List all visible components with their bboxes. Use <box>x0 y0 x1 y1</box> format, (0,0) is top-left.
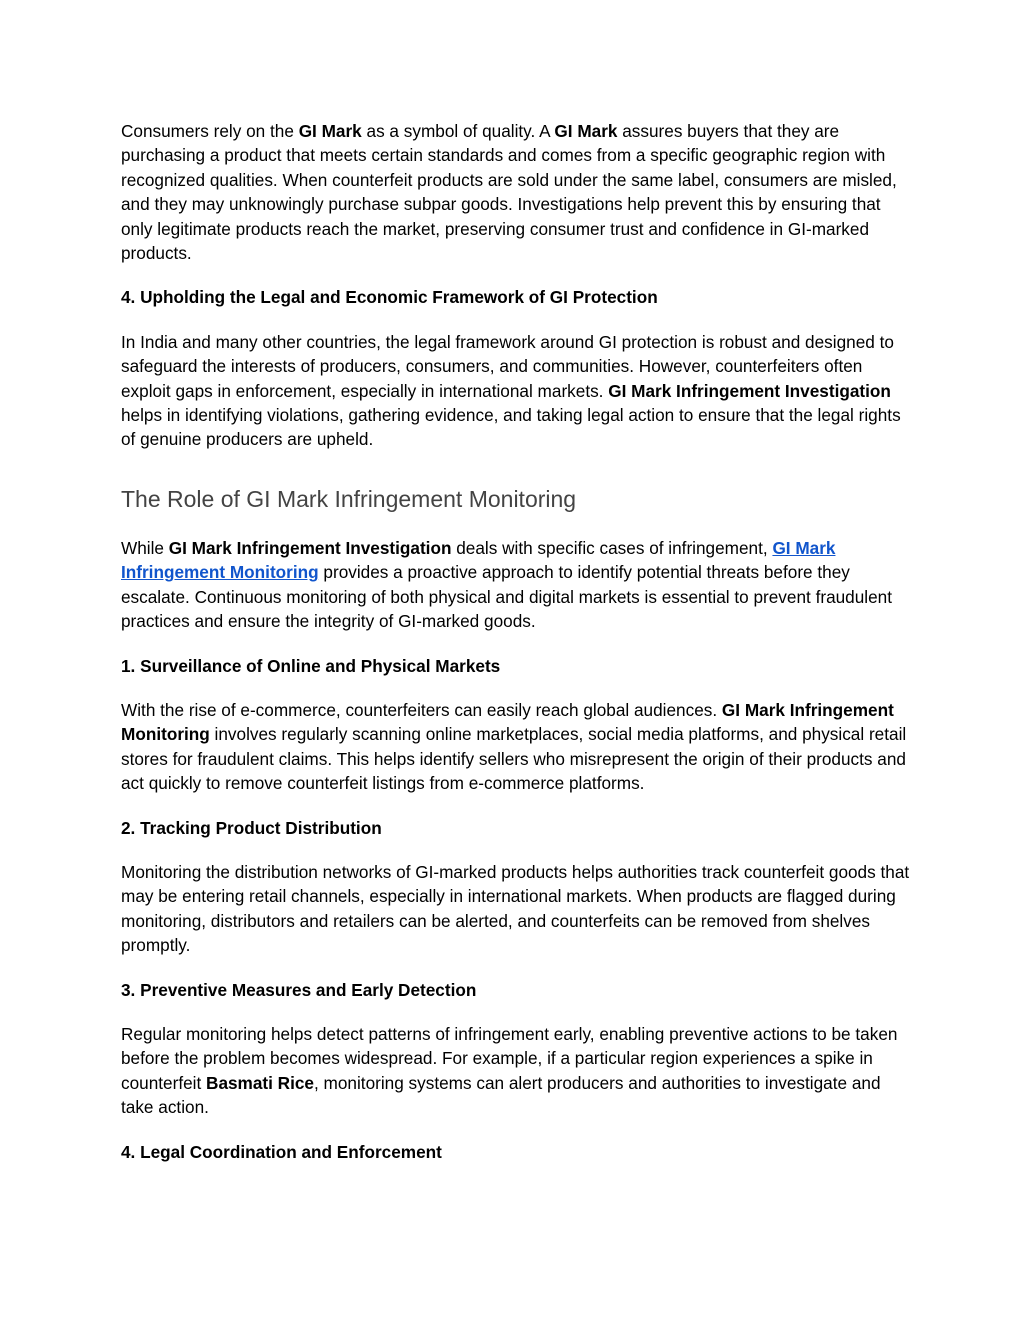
paragraph-surveillance <box>121 698 911 796</box>
text: as a symbol of quality. A <box>361 121 555 141</box>
text: In India and many other countries, the legal framework around GI protection is robust and designed to safeguard the interests of producers, consumers, and communities. However, counterfeiters often exploit gaps in enforcement, especially in international markets. <box>121 331 894 401</box>
subheading-tracking: 2. Tracking Product Distribution <box>121 817 382 838</box>
gi-mark-monitoring-link[interactable]: GI Mark Infringement Monitoring <box>121 537 836 583</box>
paragraph-monitoring-intro <box>121 536 911 634</box>
subheading-legal-coordination: 4. Legal Coordination and Enforcement <box>121 1141 442 1162</box>
text: With the rise of e-commerce, counterfeiters can easily reach global audiences. <box>121 699 722 720</box>
text: provides a proactive approach to identify potential threats before they escalate. Continuous monitoring of both physical and digital markets is essential to prevent fraudulent practices and ensure the integrity of GI-marked goods. <box>121 562 893 632</box>
paragraph-preventive <box>121 1022 911 1120</box>
paragraph-consumer-trust <box>121 119 911 265</box>
text: deals with specific cases of infringement, <box>451 537 773 558</box>
text: assures buyers that they are purchasing a product that meets certain standards and comes from a specific geographic region with recognized qualities. When counterfeit products are sold under the same label, consumers are misled, and they may unknowingly purchase subpar goods. Investigations help prevent this by ensuring that only legitimate products reach the market, preserving consumer trust and confidence in GI-marked products. <box>121 121 897 264</box>
section-heading: The Role of GI Mark Infringement Monitoring <box>121 485 577 512</box>
text: Regular monitoring helps detect patterns of infringement early, enabling preventive actions to be taken before the problem becomes widespread. For example, if a particular region experiences a spike in counterfeit <box>121 1023 898 1093</box>
subheading-preventive: 3. Preventive Measures and Early Detection <box>121 979 477 1000</box>
bold-term: GI Mark Infringement Investigation <box>168 537 452 558</box>
bold-term: GI Mark <box>298 121 362 141</box>
text: Consumers rely on the <box>121 121 299 141</box>
text: , monitoring systems can alert producers and authorities to investigate and take action. <box>121 1072 881 1118</box>
bold-term: GI Mark Infringement Investigation <box>608 380 891 401</box>
text: involves regularly scanning online marketplaces, social media platforms, and physical retail stores for fraudulent claims. This helps identify sellers who misrepresent the origin of their products and act quickly to remove counterfeit listings from e-commerce platforms. <box>121 724 907 794</box>
subheading-surveillance: 1. Surveillance of Online and Physical Markets <box>121 655 501 676</box>
bold-term: GI Mark Infringement Monitoring <box>121 699 894 745</box>
paragraph-tracking: Monitoring the distribution networks of GI-marked products helps authorities track counterfeit goods that may be entering retail channels, especially in international markets. When products are flagged during monitoring, distributors and retailers can be alerted, and counterfeits can be removed from shelves promptly. <box>121 861 910 956</box>
subheading-upholding-framework: 4. Upholding the Legal and Economic Framework of GI Protection <box>121 287 658 308</box>
document-page <box>121 119 911 1184</box>
bold-term: Basmati Rice <box>206 1072 314 1093</box>
text: While <box>121 537 169 558</box>
paragraph-legal-framework <box>121 330 911 452</box>
text: helps in identifying violations, gathering evidence, and taking legal action to ensure that the legal rights of genuine producers are upheld. <box>121 405 901 450</box>
bold-term: GI Mark <box>554 121 618 141</box>
